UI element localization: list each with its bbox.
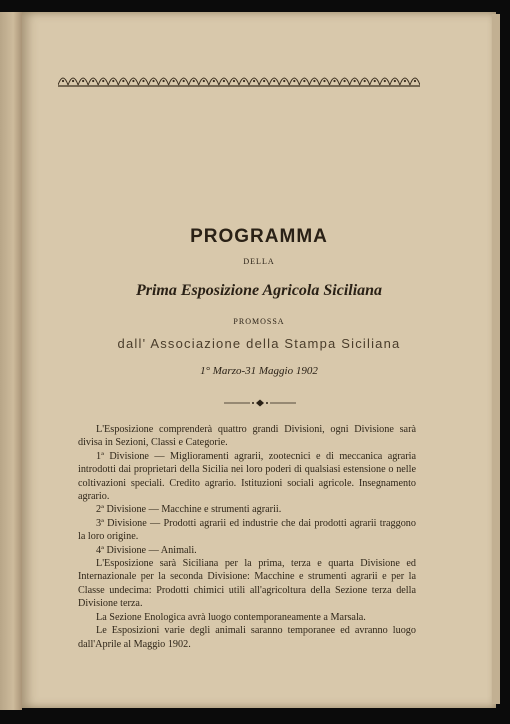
decorative-border-ornament <box>58 70 420 90</box>
paragraph-division-4: 4ª Divisione — Animali. <box>96 544 197 556</box>
document-title: PROGRAMMA <box>190 226 328 247</box>
page-right-edge <box>492 14 500 704</box>
paragraph-enologica: La Sezione Enologica avrà luogo contemporaneamente a Marsala. <box>96 611 366 623</box>
body-text <box>78 423 416 651</box>
paragraph-intro: L'Esposizione comprenderà quattro grandi Divisioni, ogni Divisione sarà divisa in Sezioni, Classi e Categorie. <box>78 424 416 449</box>
facing-page-edge <box>0 12 22 710</box>
paragraph-division-1: 1ª Divisione — Miglioramenti agrarii, zootecnici e di meccanica agraria introdotti dai proprietari della Sicilia nei loro poderi di qualsiasi estensione o nelle coltivazioni speciali. Credito agrario. Istituzioni sociali agricole. Insegnamento agrario. <box>78 450 416 503</box>
paragraph-scope: L'Esposizione sarà Siciliana per la prima, terza e quarta Divisione ed Internazionale per la seconda Divisione: Macchine e strumenti agrarii e per la Classe undecima: Prodotti chimici utili all'agricoltura della Sezione terza della Divisione terza. <box>78 558 416 610</box>
exhibition-dates: 1° Marzo-31 Maggio 1902 <box>200 365 318 377</box>
ornamental-divider <box>210 395 310 405</box>
exhibition-name: Prima Esposizione Agricola Siciliana <box>135 282 383 299</box>
paragraph-division-2: 2ª Divisione — Macchine e strumenti agrarii. <box>96 504 282 516</box>
promossa-label: PROMOSSA <box>233 317 285 326</box>
paragraph-division-3: 3ª Divisione — Prodotti agrarii ed industrie che dai prodotti agrarii traggono la loro origine. <box>78 517 416 543</box>
association-name: dall' Associazione della Stampa Siciliana <box>117 336 401 351</box>
della-label: DELLA <box>243 257 275 266</box>
paragraph-animals: Le Esposizioni varie degli animali saranno temporanee ed avranno luogo dall'Aprile al Maggio 1902. <box>78 625 416 650</box>
